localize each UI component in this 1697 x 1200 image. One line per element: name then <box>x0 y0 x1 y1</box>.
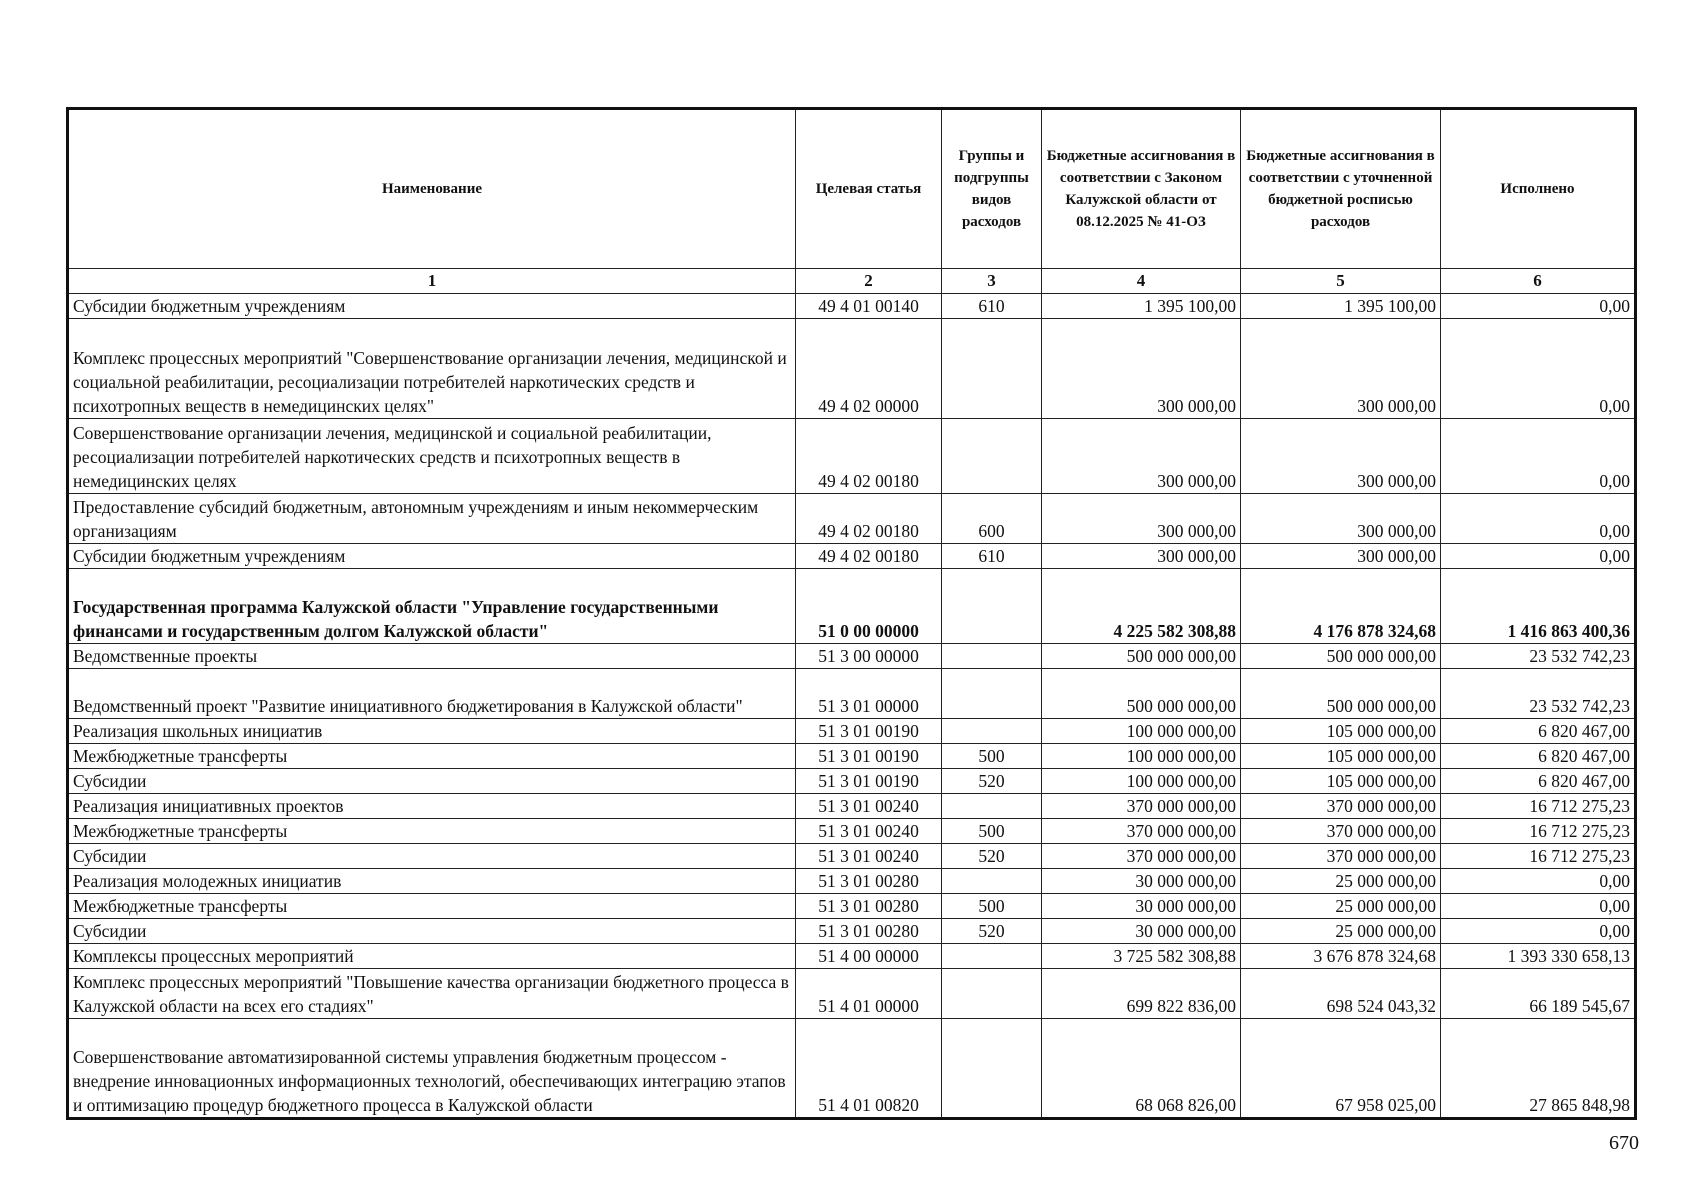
row-name: Реализация молодежных инициатив <box>68 869 796 894</box>
row-code: 49 4 02 00000 <box>796 319 942 419</box>
row-executed: 0,00 <box>1441 494 1636 544</box>
row-name: Межбюджетные трансферты <box>68 894 796 919</box>
row-code: 49 4 01 00140 <box>796 294 942 319</box>
row-group: 500 <box>942 819 1042 844</box>
row-executed: 0,00 <box>1441 319 1636 419</box>
row-group: 500 <box>942 744 1042 769</box>
row-refined: 3 676 878 324,68 <box>1241 944 1441 969</box>
row-executed: 0,00 <box>1441 419 1636 494</box>
row-code: 51 3 01 00240 <box>796 844 942 869</box>
row-executed: 6 820 467,00 <box>1441 769 1636 794</box>
row-executed: 0,00 <box>1441 894 1636 919</box>
column-number-row <box>68 269 1636 294</box>
row-refined: 500 000 000,00 <box>1241 669 1441 719</box>
row-refined: 105 000 000,00 <box>1241 744 1441 769</box>
row-law: 500 000 000,00 <box>1042 669 1241 719</box>
table-row <box>68 819 1636 844</box>
row-refined: 105 000 000,00 <box>1241 769 1441 794</box>
column-number: 3 <box>942 269 1042 294</box>
row-group <box>942 669 1042 719</box>
table-row <box>68 969 1636 1019</box>
table-row <box>68 719 1636 744</box>
row-group <box>942 944 1042 969</box>
row-group <box>942 719 1042 744</box>
table-row <box>68 894 1636 919</box>
table-row <box>68 869 1636 894</box>
row-executed: 6 820 467,00 <box>1441 744 1636 769</box>
row-name: Субсидии <box>68 844 796 869</box>
row-refined: 4 176 878 324,68 <box>1241 569 1441 644</box>
row-group: 500 <box>942 894 1042 919</box>
row-code: 51 3 01 00240 <box>796 794 942 819</box>
table-row <box>68 919 1636 944</box>
row-group <box>942 319 1042 419</box>
row-law: 100 000 000,00 <box>1042 744 1241 769</box>
row-group: 610 <box>942 544 1042 569</box>
row-refined: 300 000,00 <box>1241 419 1441 494</box>
row-refined: 370 000 000,00 <box>1241 819 1441 844</box>
row-code: 51 0 00 00000 <box>796 569 942 644</box>
row-law: 699 822 836,00 <box>1042 969 1241 1019</box>
row-refined: 67 958 025,00 <box>1241 1019 1441 1119</box>
row-executed: 6 820 467,00 <box>1441 719 1636 744</box>
table-row <box>68 544 1636 569</box>
row-code: 51 3 01 00280 <box>796 869 942 894</box>
row-law: 300 000,00 <box>1042 494 1241 544</box>
row-name: Предоставление субсидий бюджетным, автономным учреждениям и иным некоммерческим организациям <box>68 494 796 544</box>
row-refined: 105 000 000,00 <box>1241 719 1441 744</box>
table-row <box>68 844 1636 869</box>
row-refined: 370 000 000,00 <box>1241 794 1441 819</box>
row-refined: 1 395 100,00 <box>1241 294 1441 319</box>
row-group: 520 <box>942 769 1042 794</box>
row-executed: 23 532 742,23 <box>1441 669 1636 719</box>
row-refined: 25 000 000,00 <box>1241 869 1441 894</box>
row-name: Субсидии бюджетным учреждениям <box>68 544 796 569</box>
table-row <box>68 494 1636 544</box>
table-row <box>68 794 1636 819</box>
row-code: 49 4 02 00180 <box>796 419 942 494</box>
row-code: 51 3 01 00190 <box>796 769 942 794</box>
row-law: 3 725 582 308,88 <box>1042 944 1241 969</box>
row-group: 600 <box>942 494 1042 544</box>
row-group: 520 <box>942 844 1042 869</box>
row-name: Реализация школьных инициатив <box>68 719 796 744</box>
header-code: Целевая статья <box>796 109 942 269</box>
row-law: 370 000 000,00 <box>1042 844 1241 869</box>
column-number: 4 <box>1042 269 1241 294</box>
row-name: Ведомственные проекты <box>68 644 796 669</box>
row-law: 30 000 000,00 <box>1042 894 1241 919</box>
row-code: 51 3 00 00000 <box>796 644 942 669</box>
table-row <box>68 419 1636 494</box>
row-law: 100 000 000,00 <box>1042 719 1241 744</box>
row-refined: 300 000,00 <box>1241 319 1441 419</box>
table-row <box>68 1019 1636 1119</box>
row-executed: 16 712 275,23 <box>1441 819 1636 844</box>
row-code: 51 4 01 00820 <box>796 1019 942 1119</box>
row-name: Субсидии бюджетным учреждениям <box>68 294 796 319</box>
row-code: 51 4 01 00000 <box>796 969 942 1019</box>
row-law: 30 000 000,00 <box>1042 919 1241 944</box>
header-refined: Бюджетные ассигнования в соответствии с уточненной бюджетной росписью расходов <box>1241 109 1441 269</box>
row-code: 51 3 01 00000 <box>796 669 942 719</box>
row-code: 51 3 01 00280 <box>796 919 942 944</box>
table-row <box>68 744 1636 769</box>
table-row <box>68 569 1636 644</box>
row-executed: 0,00 <box>1441 869 1636 894</box>
table-row <box>68 319 1636 419</box>
row-name: Ведомственный проект "Развитие инициативного бюджетирования в Калужской области" <box>68 669 796 719</box>
table-row <box>68 769 1636 794</box>
column-number: 1 <box>68 269 796 294</box>
header-name: Наименование <box>68 109 796 269</box>
row-executed: 0,00 <box>1441 294 1636 319</box>
row-group: 610 <box>942 294 1042 319</box>
row-name: Субсидии <box>68 769 796 794</box>
header-law: Бюджетные ассигнования в соответствии с Законом Калужской области от 08.12.2025 № 41-ОЗ <box>1042 109 1241 269</box>
row-name: Субсидии <box>68 919 796 944</box>
row-group <box>942 569 1042 644</box>
row-law: 300 000,00 <box>1042 419 1241 494</box>
row-law: 370 000 000,00 <box>1042 819 1241 844</box>
row-code: 49 4 02 00180 <box>796 544 942 569</box>
row-executed: 66 189 545,67 <box>1441 969 1636 1019</box>
table-row <box>68 669 1636 719</box>
row-law: 300 000,00 <box>1042 319 1241 419</box>
row-name: Реализация инициативных проектов <box>68 794 796 819</box>
row-name: Комплекс процессных мероприятий "Совершенствование организации лечения, медицинской и социальной реабилитации, ресоциализации потребителей наркотических средств и психотропных веществ в немедицинских целях" <box>68 319 796 419</box>
row-code: 51 4 00 00000 <box>796 944 942 969</box>
column-number: 2 <box>796 269 942 294</box>
row-refined: 300 000,00 <box>1241 544 1441 569</box>
row-law: 68 068 826,00 <box>1042 1019 1241 1119</box>
row-group: 520 <box>942 919 1042 944</box>
row-group <box>942 794 1042 819</box>
row-law: 30 000 000,00 <box>1042 869 1241 894</box>
header-group: Группы и подгруппы видов расходов <box>942 109 1042 269</box>
row-group <box>942 869 1042 894</box>
row-code: 51 3 01 00240 <box>796 819 942 844</box>
row-refined: 698 524 043,32 <box>1241 969 1441 1019</box>
header-row <box>68 109 1636 269</box>
row-name: Совершенствование автоматизированной системы управления бюджетным процессом - внедрение инновационных информационных технологий, обеспечивающих интеграцию этапов и оптимизацию процедур бюджетного процесса в Калужской области <box>68 1019 796 1119</box>
row-executed: 1 393 330 658,13 <box>1441 944 1636 969</box>
row-law: 300 000,00 <box>1042 544 1241 569</box>
row-refined: 25 000 000,00 <box>1241 919 1441 944</box>
column-number: 5 <box>1241 269 1441 294</box>
row-executed: 0,00 <box>1441 919 1636 944</box>
table-row <box>68 944 1636 969</box>
budget-table <box>66 107 1637 1120</box>
row-code: 51 3 01 00190 <box>796 719 942 744</box>
row-refined: 370 000 000,00 <box>1241 844 1441 869</box>
row-refined: 500 000 000,00 <box>1241 644 1441 669</box>
column-number: 6 <box>1441 269 1636 294</box>
row-name: Комплекс процессных мероприятий "Повышение качества организации бюджетного процесса в Калужской области на всех его стадиях" <box>68 969 796 1019</box>
row-executed: 16 712 275,23 <box>1441 844 1636 869</box>
row-group <box>942 1019 1042 1119</box>
row-executed: 0,00 <box>1441 544 1636 569</box>
row-name: Комплексы процессных мероприятий <box>68 944 796 969</box>
row-executed: 16 712 275,23 <box>1441 794 1636 819</box>
row-executed: 27 865 848,98 <box>1441 1019 1636 1119</box>
row-name: Государственная программа Калужской области "Управление государственными финансами и государственным долгом Калужской области" <box>68 569 796 644</box>
row-name: Межбюджетные трансферты <box>68 819 796 844</box>
row-refined: 300 000,00 <box>1241 494 1441 544</box>
row-refined: 25 000 000,00 <box>1241 894 1441 919</box>
row-law: 500 000 000,00 <box>1042 644 1241 669</box>
table-row <box>68 294 1636 319</box>
row-code: 49 4 02 00180 <box>796 494 942 544</box>
row-group <box>942 419 1042 494</box>
page-number: 670 <box>1609 1132 1639 1154</box>
header-executed: Исполнено <box>1441 109 1636 269</box>
row-law: 100 000 000,00 <box>1042 769 1241 794</box>
row-executed: 23 532 742,23 <box>1441 644 1636 669</box>
row-name: Совершенствование организации лечения, медицинской и социальной реабилитации, ресоциализации потребителей наркотических средств и психотропных веществ в немедицинских целях <box>68 419 796 494</box>
row-name: Межбюджетные трансферты <box>68 744 796 769</box>
row-code: 51 3 01 00280 <box>796 894 942 919</box>
row-executed: 1 416 863 400,36 <box>1441 569 1636 644</box>
row-code: 51 3 01 00190 <box>796 744 942 769</box>
row-group <box>942 644 1042 669</box>
row-law: 370 000 000,00 <box>1042 794 1241 819</box>
table-row <box>68 644 1636 669</box>
row-law: 1 395 100,00 <box>1042 294 1241 319</box>
row-law: 4 225 582 308,88 <box>1042 569 1241 644</box>
row-group <box>942 969 1042 1019</box>
